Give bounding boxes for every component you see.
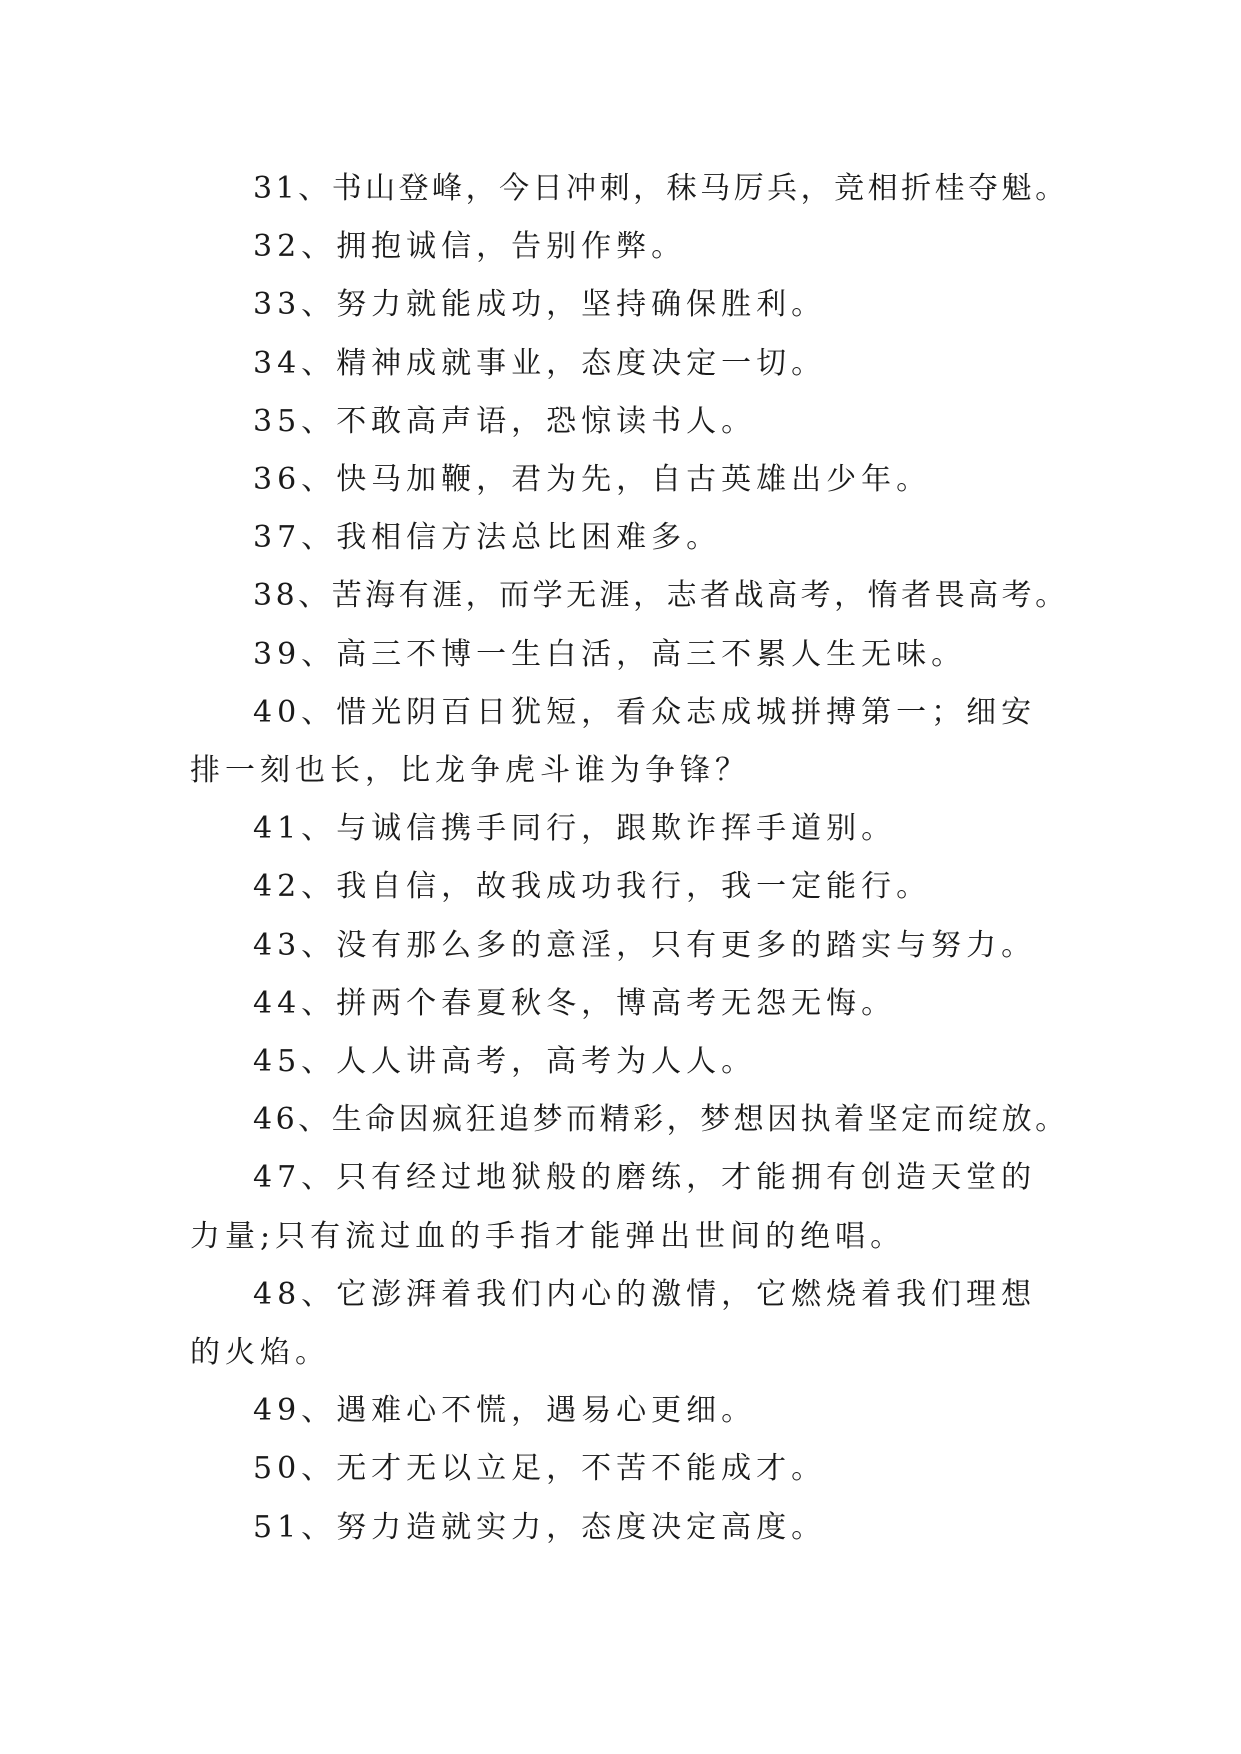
item-text: 苦海有涯，而学无涯，志者战高考，惰者畏高考。 [331, 578, 1069, 614]
slogan-list [190, 160, 1070, 1557]
item-number: 46、 [253, 1102, 332, 1138]
item-number: 44、 [253, 985, 337, 1021]
list-item [190, 509, 1070, 567]
list-item [190, 800, 1070, 858]
item-text: 我相信方法总比困难多。 [336, 520, 722, 556]
item-number: 43、 [253, 927, 337, 963]
item-number: 37、 [253, 520, 337, 556]
item-number: 34、 [253, 345, 337, 381]
item-text: 快马加鞭，君为先，自古英雄出少年。 [336, 462, 932, 498]
list-item [190, 218, 1070, 276]
item-text: 努力造就实力，态度决定高度。 [336, 1509, 827, 1545]
item-text: 精神成就事业，态度决定一切。 [336, 345, 827, 381]
list-item [190, 1382, 1070, 1440]
item-number: 51、 [253, 1509, 337, 1545]
item-number: 35、 [253, 403, 337, 439]
list-item [190, 451, 1070, 509]
list-item [190, 1440, 1070, 1498]
list-item [190, 160, 1070, 218]
item-text: 它澎湃着我们内心的激情，它燃烧着我们理想的火焰。 [190, 1276, 1037, 1371]
item-text: 人人讲高考，高考为人人。 [336, 1044, 757, 1080]
list-item [190, 335, 1070, 393]
list-item [190, 684, 1070, 800]
item-number: 31、 [253, 171, 332, 206]
item-number: 48、 [253, 1276, 337, 1312]
item-text: 惜光阴百日犹短，看众志成城拼搏第一；细安排一刻也长，比龙争虎斗谁为争锋？ [190, 694, 1037, 789]
item-text: 拼两个春夏秋冬，博高考无怨无悔。 [336, 985, 897, 1021]
item-text: 没有那么多的意淫，只有更多的踏实与努力。 [336, 927, 1037, 963]
list-item [190, 1091, 1070, 1149]
item-number: 38、 [253, 578, 332, 614]
list-item [190, 917, 1070, 975]
item-number: 32、 [253, 229, 337, 265]
item-text: 与诚信携手同行，跟欺诈挥手道别。 [336, 811, 897, 847]
item-text: 不敢高声语，恐惊读书人。 [336, 403, 757, 439]
item-number: 41、 [253, 811, 337, 847]
list-item [190, 1499, 1070, 1557]
list-item [190, 276, 1070, 334]
list-item [190, 1033, 1070, 1091]
item-text: 只有经过地狱般的磨练，才能拥有创造天堂的力量;只有流过血的手指才能弹出世间的绝唱。 [190, 1160, 1037, 1254]
item-text: 高三不博一生白活，高三不累人生无味。 [336, 636, 967, 672]
list-item [190, 858, 1070, 916]
item-text: 努力就能成功，坚持确保胜利。 [336, 287, 827, 323]
item-number: 45、 [253, 1044, 337, 1080]
item-text: 生命因疯狂追梦而精彩，梦想因执着坚定而绽放。 [331, 1102, 1069, 1138]
item-number: 39、 [253, 636, 337, 672]
list-item [190, 567, 1070, 625]
list-item [190, 975, 1070, 1033]
list-item [190, 393, 1070, 451]
item-number: 36、 [253, 462, 337, 498]
list-item [190, 626, 1070, 684]
item-number: 33、 [253, 287, 337, 323]
list-item [190, 1266, 1070, 1382]
item-number: 40、 [253, 694, 337, 730]
list-item [190, 1149, 1070, 1265]
item-number: 42、 [253, 869, 337, 905]
item-number: 49、 [253, 1393, 337, 1429]
item-number: 50、 [253, 1451, 337, 1487]
item-text: 无才无以立足，不苦不能成才。 [336, 1451, 827, 1487]
item-number: 47、 [253, 1160, 337, 1196]
item-text: 遇难心不慌，遇易心更细。 [336, 1393, 757, 1429]
item-text: 书山登峰，今日冲刺，秣马厉兵，竞相折桂夺魁。 [331, 171, 1069, 206]
item-text: 拥抱诚信，告别作弊。 [336, 229, 687, 265]
item-text: 我自信，故我成功我行，我一定能行。 [336, 869, 932, 905]
